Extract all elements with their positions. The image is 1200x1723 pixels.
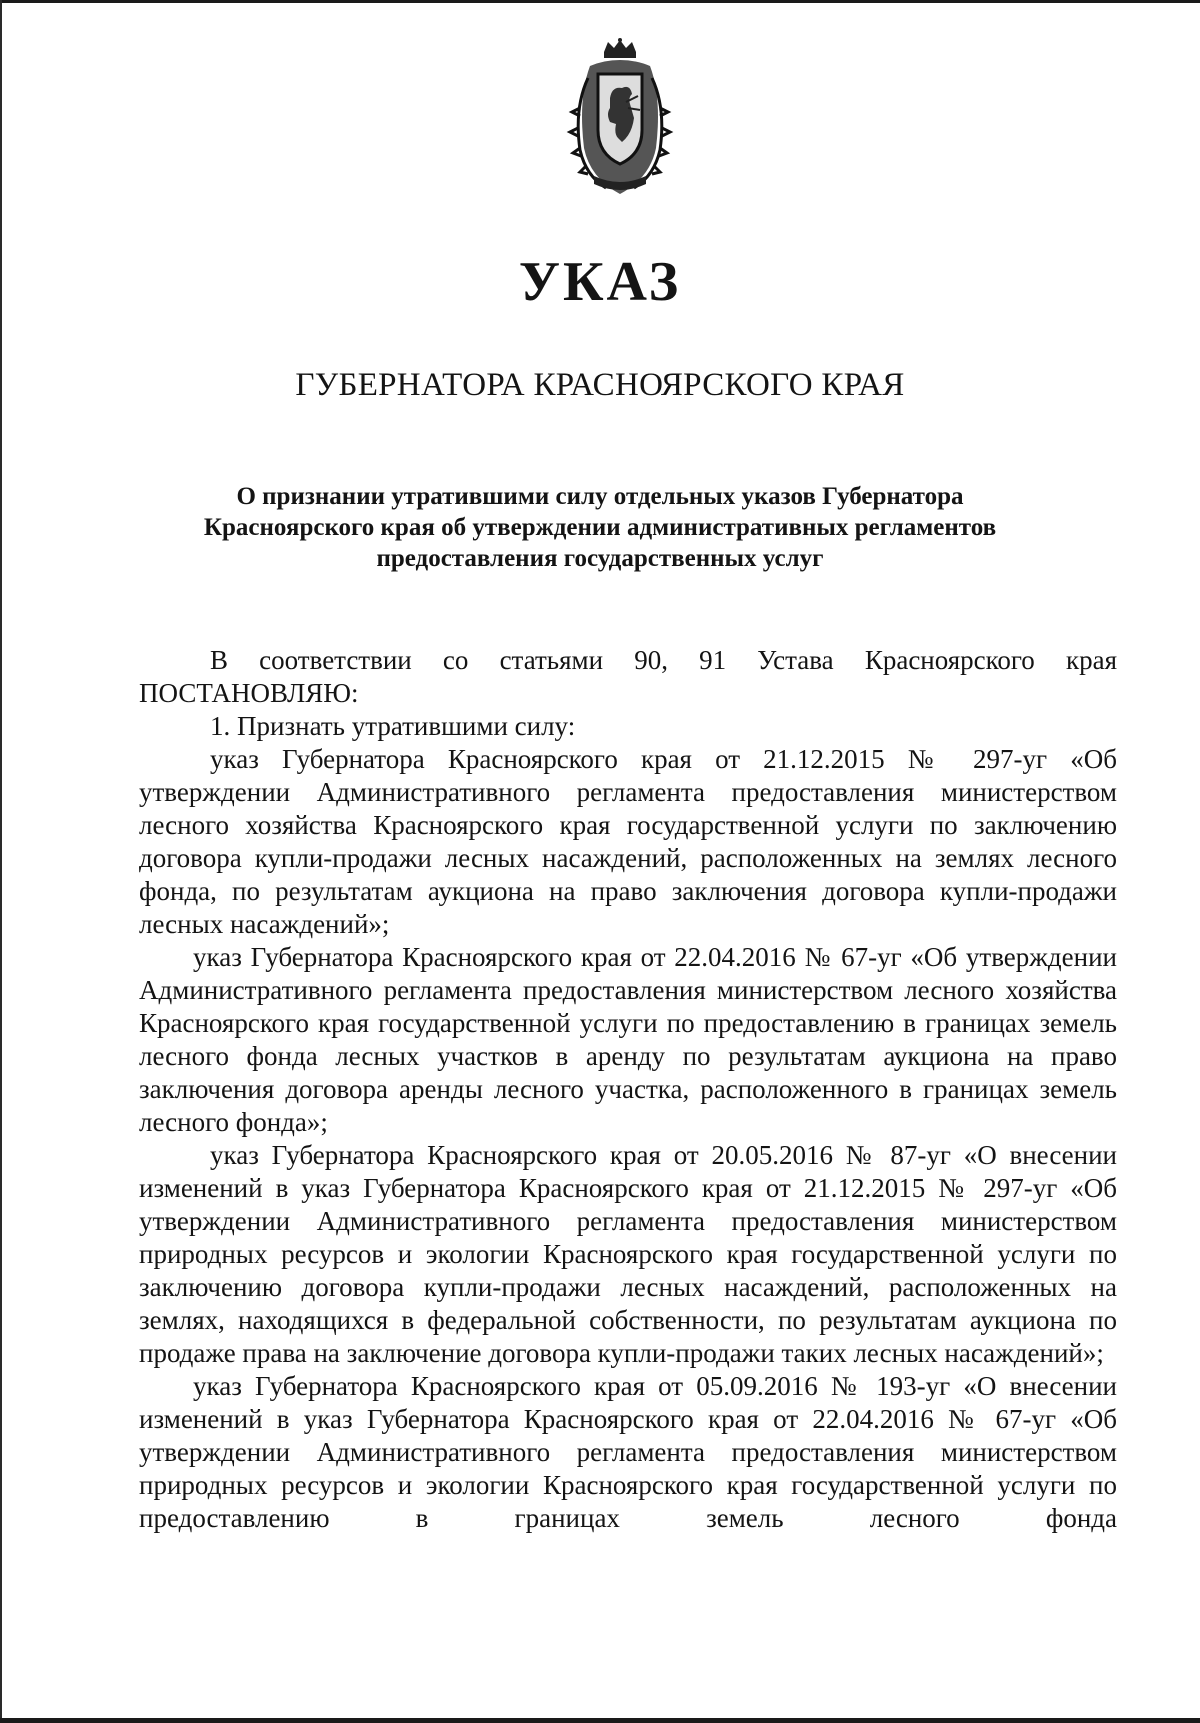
decree-paragraph: указ Губернатора Красноярского края от 20.05.2016 № 87-уг «О внесении изменений в указ Губернатора Красноярского края от 21.12.2015 № 297-уг «Об утверждении Административного регламента предоставления министерством природных ресурсов и экологии Красноярского края государственной услуги по заключению договора купли-продажи лесных насаждений, расположенных на землях, находящихся в федеральной собственности, по результатам аукциона по продаже права на заключение договора купли-продажи таких лесных насаждений»; bbox=[139, 1140, 1117, 1368]
scan-edge bbox=[0, 1718, 1200, 1723]
decree-paragraph: указ Губернатора Красноярского края от 05.09.2016 № 193-уг «О внесении изменений в указ Губернатора Красноярского края от 22.04.2016 № 67-уг «Об утверждении Административного регламента предоставления министерством природных ресурсов и экологии Красноярского края государственной услуги по предоставлению в границах земель лесного фонда bbox=[139, 1371, 1117, 1533]
document-heading: О признании утратившими силу отдельных указов Губернатора Красноярского края об утверждении административных регламентов предоставления государственных услуг bbox=[203, 483, 997, 572]
document-subtitle: ГУБЕРНАТОРА КРАСНОЯРСКОГО КРАЯ bbox=[295, 367, 905, 403]
resolution: ПОСТАНОВЛЯЮ: bbox=[139, 678, 359, 708]
decree-paragraph: указ Губернатора Красноярского края от 22.04.2016 № 67-уг «Об утверждении Административного регламента предоставления министерством лесного хозяйства Красноярского края государственной услуги по предоставлению в границах земель лесного фонда лесных участков в аренду по результатам аукциона на право заключения договора аренды лесного участка, расположенного в границах земель лесного фонда»; bbox=[139, 942, 1117, 1137]
scan-edge bbox=[0, 0, 1200, 3]
coat-of-arms-icon bbox=[560, 38, 680, 198]
decree-paragraph: указ Губернатора Красноярского края от 21.12.2015 № 297-уг «Об утверждении Административного регламента предоставления министерством лесного хозяйства Красноярского края государственной услуги по заключению договора купли-продажи лесных насаждений, расположенных на землях лесного фонда, по результатам аукциона на право заключения договора купли-продажи лесных насаждений»; bbox=[139, 744, 1117, 939]
preamble: В соответствии со статьями 90, 91 Устава Красноярского края bbox=[210, 645, 1117, 675]
item-1: 1. Признать утратившими силу: bbox=[210, 711, 576, 741]
document-body bbox=[139, 644, 1117, 1535]
document-title: УКАЗ bbox=[518, 251, 682, 313]
